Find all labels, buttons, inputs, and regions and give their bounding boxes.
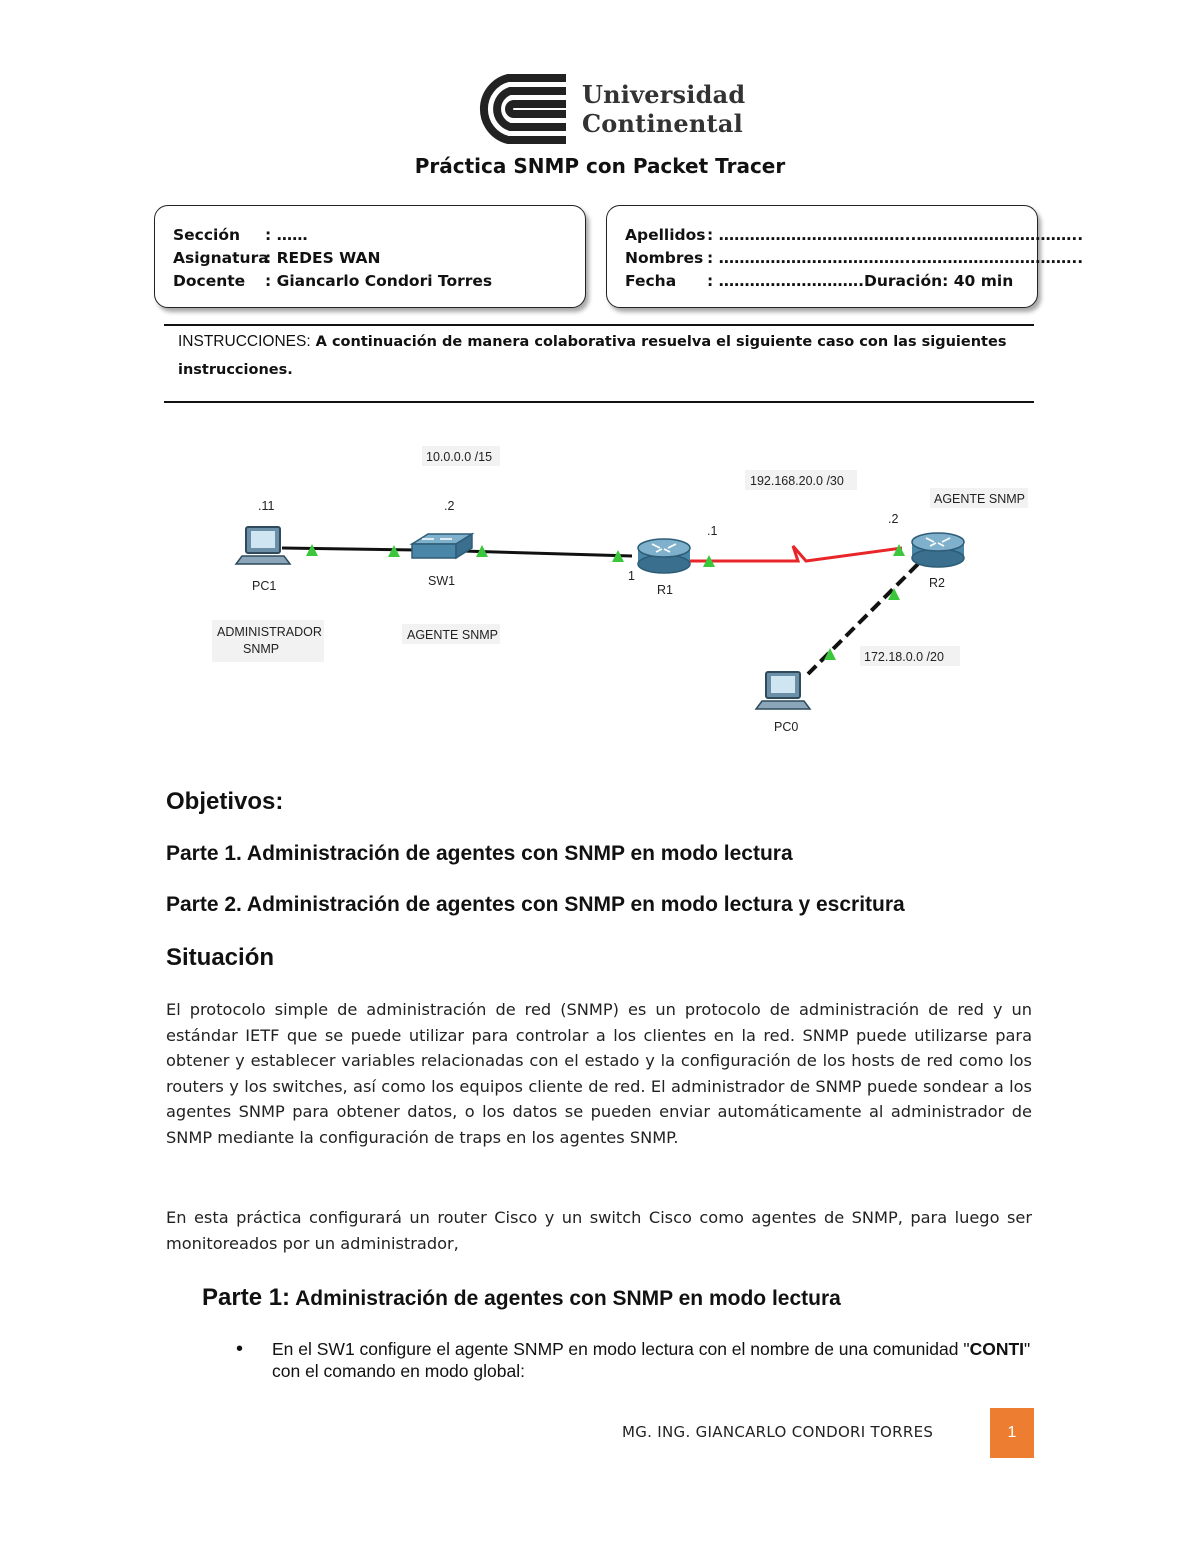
situation-paragraph-2: En esta práctica configurará un router Cisco y un switch Cisco como agentes de SNMP, para luego ser monitoreados por un administrador,: [166, 1208, 1032, 1253]
network-label-lan2: 172.18.0.0 /20: [864, 650, 944, 664]
instructions-text: A continuación de manera colaborativa resuelva el siguiente caso con las siguientes instrucciones.: [178, 334, 1007, 378]
link-pc1-sw1: [282, 548, 418, 550]
date-value: : ……………………….Duración: 40 min: [707, 272, 1014, 290]
admin-label-line2: SNMP: [243, 642, 280, 656]
r1-router-icon[interactable]: [638, 539, 690, 573]
r1-name-label: R1: [657, 583, 673, 597]
surname-row: Apellidos: ………………………………..…………………………..: [625, 226, 1084, 244]
page-number: 1: [990, 1408, 1034, 1458]
document-title: Práctica SNMP con Packet Tracer: [414, 154, 786, 178]
student-info-box: [606, 205, 1084, 308]
objectives-heading: Objetivos:: [166, 788, 284, 815]
course-info-box: [154, 205, 586, 308]
r2-router-icon[interactable]: [912, 533, 964, 567]
pc1-computer-icon[interactable]: [236, 527, 290, 564]
network-topology-diagram: [200, 430, 1060, 750]
names-value: : ………………………………..…………………………..: [707, 249, 1084, 267]
names-row: Nombres : ………………………………..…………………………..: [625, 249, 1084, 267]
r1-lan-ip-label: 1: [628, 569, 635, 583]
surname-value: : ………………………………..…………………………..: [707, 226, 1084, 244]
instructions: [178, 328, 1018, 384]
situation-paragraph-1: El protocolo simple de administración de red (SNMP) es un protocolo de administración de red y un estándar IETF que se puede utilizar para controlar a los clientes en la red. SNMP puede utilizarse para obtener y establecer variables relacionadas con el estado y la configuración de los hosts de red como los routers y los switches, así como los equipos cliente de red. El administrador de SNMP puede sondear a los agentes SNMP para obtener datos, o los datos se pueden enviar automáticamente al administrador de SNMP mediante la configuración de traps en los agentes SNMP.: [166, 1000, 1032, 1147]
r2-ip-label: .2: [888, 512, 899, 526]
pc1-name-label: PC1: [252, 579, 277, 593]
part1-heading: Parte 1: Administración de agentes con SNMP en modo lectura: [202, 1284, 841, 1311]
section-value: : ……: [265, 226, 308, 244]
sw1-switch-icon[interactable]: [412, 534, 472, 558]
r2-agent-label: AGENTE SNMP: [934, 492, 1025, 506]
pc0-name-label: PC0: [774, 720, 799, 734]
section-row: Sección : ……: [173, 226, 308, 244]
network-label-lan1: 10.0.0.0 /15: [426, 450, 493, 464]
date-row: Fecha : ……………………….Duración: 40 min: [625, 272, 1014, 290]
subject-row: Asignatura: REDES WAN: [173, 249, 381, 267]
objective-part-2: Parte 2. Administración de agentes con SNMP en modo lectura y escritura: [166, 893, 905, 916]
divider-bottom: [164, 401, 1034, 403]
link-r1-r2-serial: [690, 546, 902, 561]
situation-heading: Situación: [166, 944, 275, 971]
divider-top: [164, 324, 1034, 326]
teacher-row: Docente : Giancarlo Condori Torres: [173, 272, 493, 290]
network-label-wan: 192.168.20.0 /30: [750, 474, 844, 488]
pc1-ip-label: .11: [258, 499, 275, 513]
logo-line-1: Universidad: [582, 80, 746, 109]
university-name: [582, 80, 745, 138]
teacher-value: : Giancarlo Condori Torres: [265, 272, 493, 290]
pc0-computer-icon[interactable]: [756, 672, 810, 709]
sw1-name-label: SW1: [428, 574, 456, 588]
link-sw1-r1: [462, 551, 632, 556]
r1-wan-ip-label: .1: [707, 524, 718, 538]
instructions-label: INSTRUCCIONES:: [178, 333, 311, 350]
bullet-icon: •: [236, 1338, 244, 1360]
r2-name-label: R2: [929, 576, 945, 590]
sw1-agent-label: AGENTE SNMP: [407, 628, 498, 642]
part1-bullet-item: En el SW1 configure el agente SNMP en modo lectura con el nombre de una comunidad "CONTI" con el comando en modo global:: [272, 1339, 1031, 1381]
subject-value: : REDES WAN: [265, 249, 381, 267]
footer-author: MG. ING. GIANCARLO CONDORI TORRES: [622, 1423, 934, 1441]
sw1-ip-label: .2: [444, 499, 455, 513]
community-name: CONTI: [969, 1339, 1025, 1359]
logo-line-2: Continental: [582, 109, 743, 138]
objective-part-1: Parte 1. Administración de agentes con SNMP en modo lectura: [166, 842, 793, 865]
admin-label-line1: ADMINISTRADOR: [217, 625, 322, 639]
